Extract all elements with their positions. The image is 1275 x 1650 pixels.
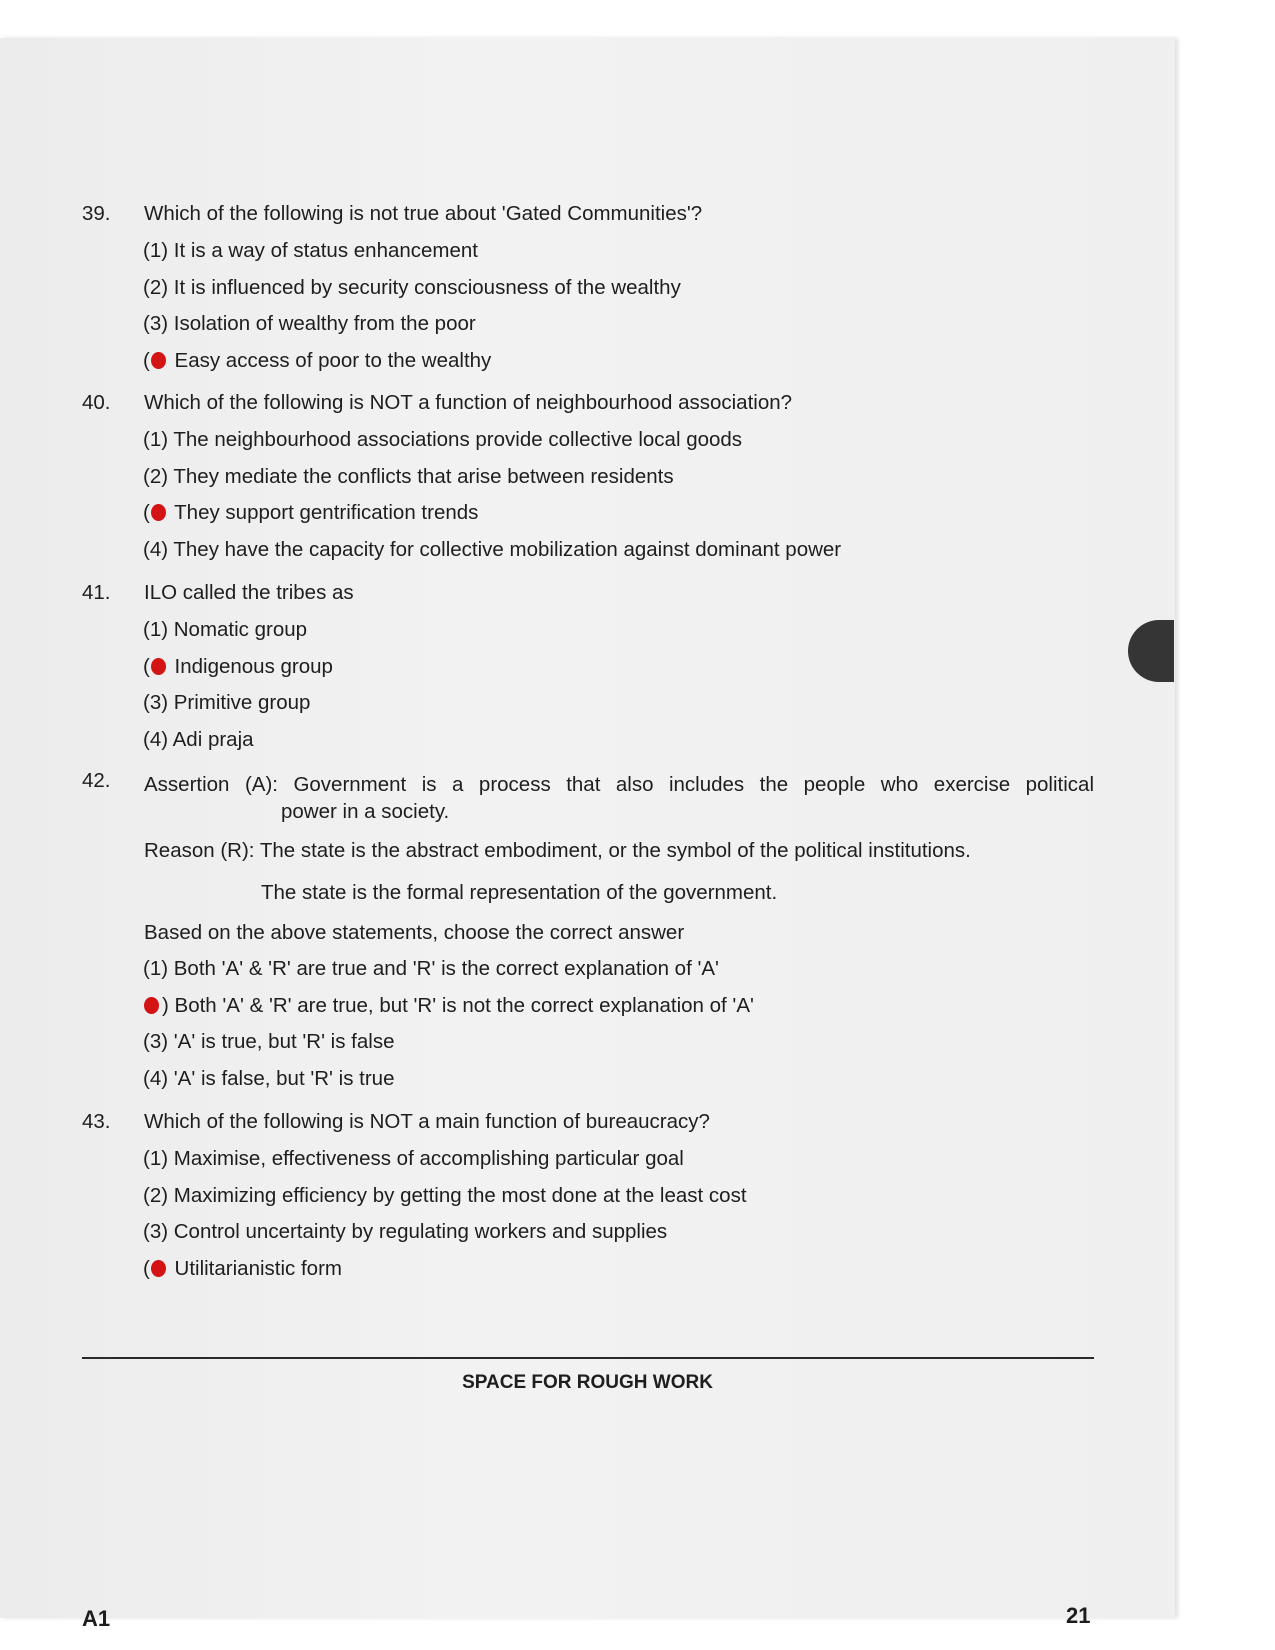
option-marked: ) Both 'A' & 'R' are true, but 'R' is not the correct explanation of 'A' [143,993,754,1030]
option: (2) They mediate the conflicts that arise between residents [143,464,674,488]
booklet-code: A1 [82,1606,111,1631]
answer-mark-dot [151,1260,166,1277]
option-marked: ( Easy access of poor to the wealthy [143,348,492,372]
option: (2) It is influenced by security consciousness of the wealthy [143,275,681,299]
option: (3) Primitive group [143,691,311,714]
option: (3) 'A' is true, but 'R' is false [143,1030,395,1053]
option-list [143,956,754,1102]
answer-mark-dot [144,997,159,1014]
rough-work-divider [82,1357,1094,1359]
option: (4) Adi praja [143,727,254,751]
question-instruction: Based on the above statements, choose the correct answer [144,921,685,944]
option-list [143,1146,747,1292]
question-text: Which of the following is NOT a main function of bureaucracy? [144,1110,710,1133]
option: (3) Control uncertainty by regulating workers and supplies [143,1220,668,1243]
option: (1) The neighbourhood associations provide collective local goods [143,428,743,451]
assertion-continuation: power in a society. [281,800,450,823]
option: (1) Nomatic group [143,618,308,641]
answer-mark-dot [151,504,166,521]
option: (4) 'A' is false, but 'R' is true [143,1066,395,1090]
option-list [143,427,841,573]
question-text: ILO called the tribes as [144,581,354,604]
page-number: 21 [1066,1603,1091,1628]
reason-text: Reason (R): The state is the abstract embodiment, or the symbol of the political institutions. [144,839,971,862]
question-text: Which of the following is not true about 'Gated Communities'? [144,202,703,225]
option: (3) Isolation of wealthy from the poor [143,312,476,335]
reason-continuation: The state is the formal representation of the government. [261,881,778,904]
question-text: Which of the following is NOT a function of neighbourhood association? [144,391,793,414]
question-number: 39. [82,202,111,225]
option: (1) Maximise, effectiveness of accomplishing particular goal [143,1147,684,1170]
answer-mark-dot [151,352,166,369]
option: (1) Both 'A' & 'R' are true and 'R' is the correct explanation of 'A' [143,957,719,980]
option-marked: ( They support gentrification trends [143,501,479,524]
option: (1) It is a way of status enhancement [143,239,478,262]
option: (4) They have the capacity for collective mobilization against dominant power [143,537,842,561]
option-marked: ( Utilitarianistic form [143,1256,342,1280]
question-number: 41. [82,581,111,604]
option-list [143,617,333,763]
assertion-text: Assertion (A): Government is a process that also includes the people who exercise political [144,773,1094,796]
question-number: 42. [82,769,111,792]
option-list [143,238,681,384]
question-number: 40. [82,391,111,414]
option: (2) Maximizing efficiency by getting the most done at the least cost [143,1183,747,1207]
rough-work-heading: SPACE FOR ROUGH WORK [462,1372,713,1393]
answer-mark-dot [151,658,166,675]
question-number: 43. [82,1110,111,1133]
exam-page [0,38,1175,1631]
option-marked: ( Indigenous group [143,654,333,678]
section-tab-marker [1128,620,1174,682]
